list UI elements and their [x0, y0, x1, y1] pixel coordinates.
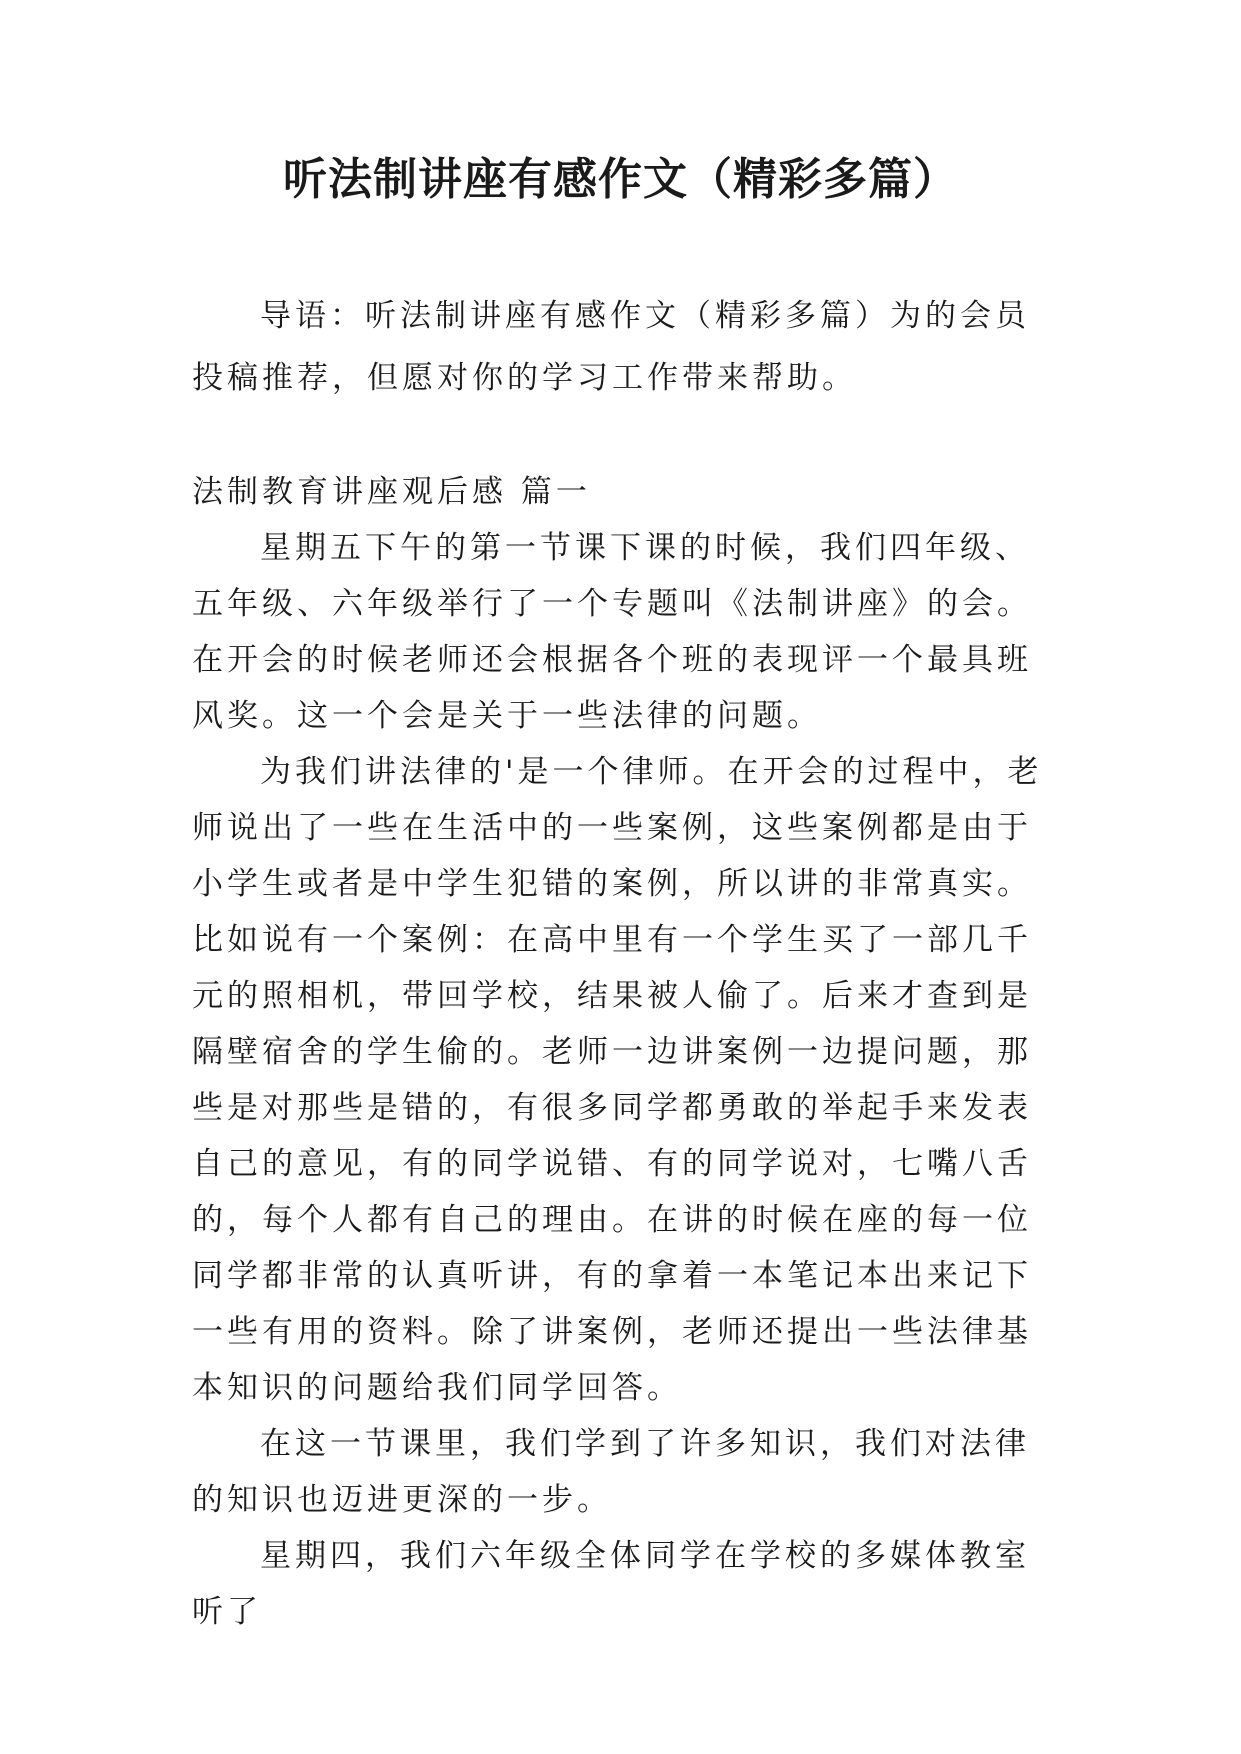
body-paragraph: 星期四，我们六年级全体同学在学校的多媒体教室听了	[192, 1538, 1030, 1630]
body-paragraph: 为我们讲法律的'是一个律师。在开会的过程中，老师说出了一些在生活中的一些案例，这些案例都是由于小学生或者是中学生犯错的案例，所以讲的非常真实。比如说有一个案例：在高中里有一个学生买了一部几千元的照相机，带回学校，结果被人偷了。后来才查到是隔壁宿舍的学生偷的。老师一边讲案例一边提问题，那些是对那些是错的，有很多同学都勇敢的举起手来发表自己的意见，有的同学说错、有的同学说对，七嘴八舌的，每个人都有自己的理由。在讲的时候在座的每一位同学都非常的认真听讲，有的拿着一本笔记本出来记下一些有用的资料。除了讲案例，老师还提出一些法律基本知识的问题给我们同学回答。	[192, 754, 1043, 1406]
body-paragraph: 星期五下午的第一节课下课的时候，我们四年级、五年级、六年级举行了一个专题叫《法制讲座》的会。在开会的时候老师还会根据各个班的表现评一个最具班风奖。这一个会是关于一些法律的问题。	[192, 530, 1032, 734]
section-heading: 法制教育讲座观后感 篇一	[192, 474, 591, 510]
document-body	[192, 285, 1052, 1640]
document-title: 听法制讲座有感作文（精彩多篇）	[283, 154, 958, 205]
intro-paragraph: 导语：听法制讲座有感作文（精彩多篇）为的会员投稿推荐，但愿对你的学习工作带来帮助。	[192, 298, 1030, 396]
body-paragraph: 在这一节课里，我们学到了许多知识，我们对法律的知识也迈进更深的一步。	[192, 1426, 1030, 1518]
